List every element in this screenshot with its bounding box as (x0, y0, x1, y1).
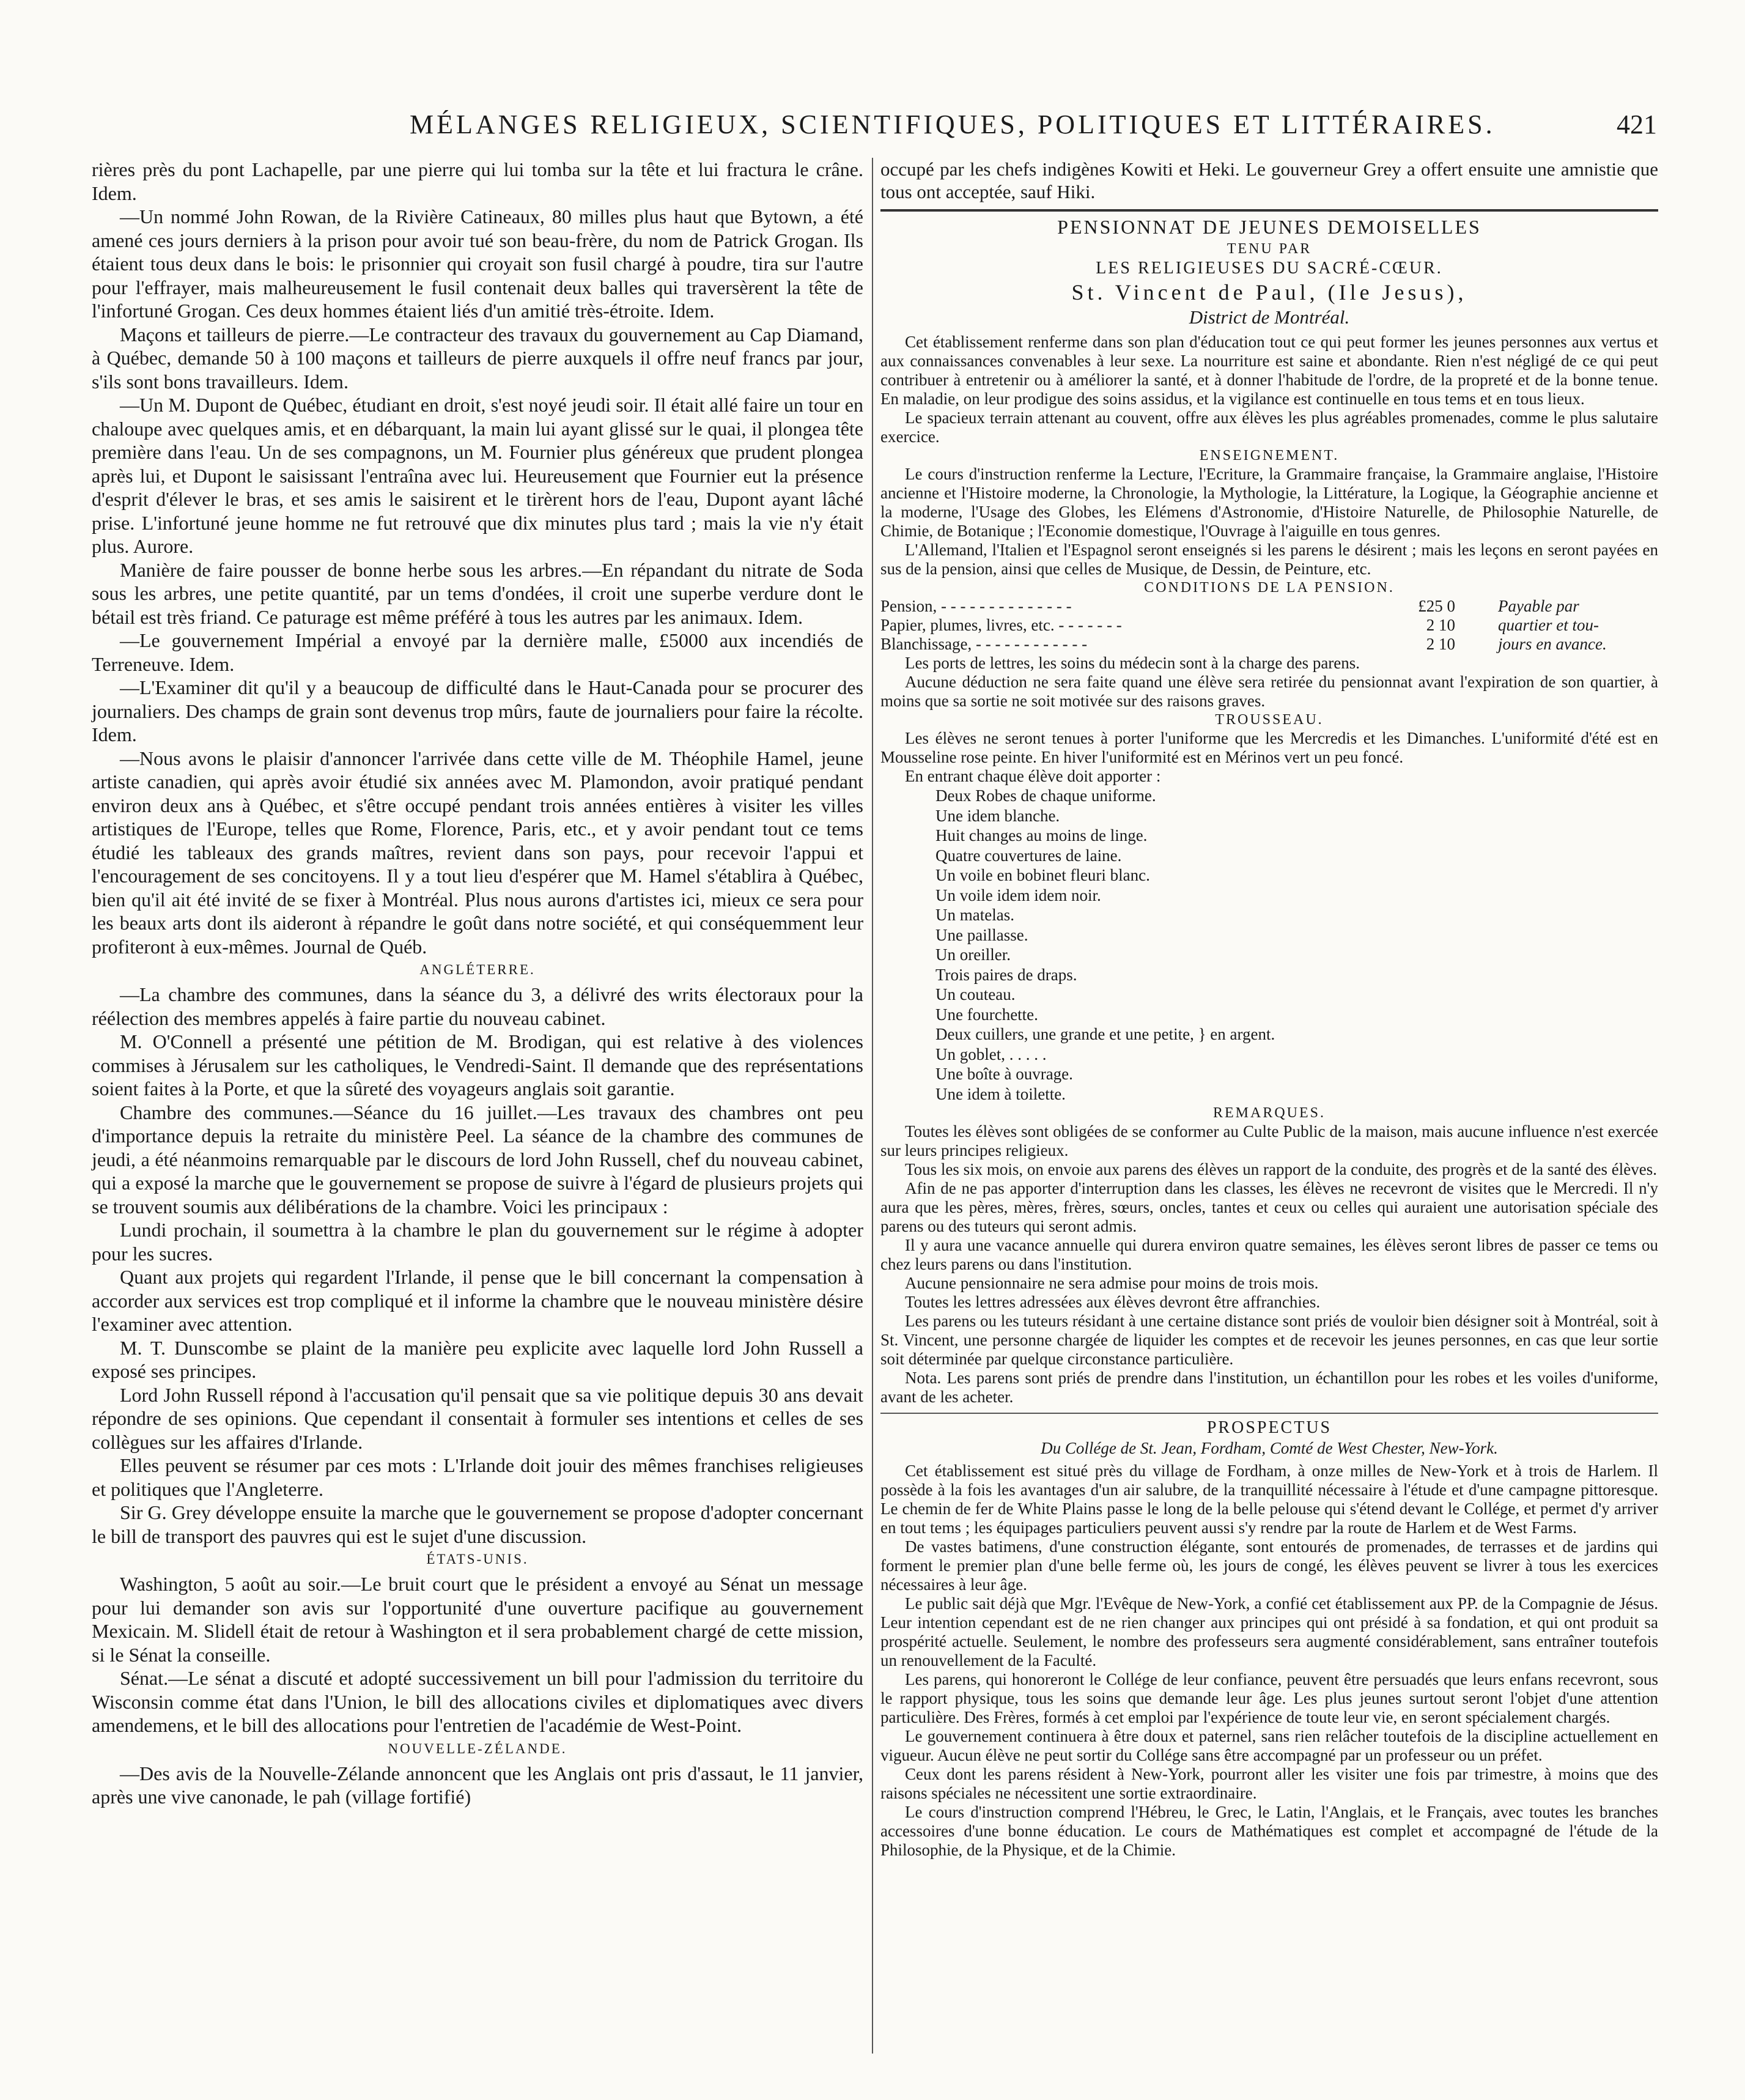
fee-note: Payable par (1498, 597, 1579, 615)
district-line: District de Montréal. (1189, 306, 1350, 328)
news-paragraph: —Un nommé John Rowan, de la Rivière Catineaux, 80 milles plus haut que Bytown, a été amené ces jours derniers à la prison pour avoir tué son beau-frère, du nom de Patrick Grogan. Ils étaient tous deux dans le bois: le prisonnier qui croyait son fusil chargé à poudre, tira sur l'autre pour l'effrayer, mais malheureusement le fusil contenait deux balles qui traversèrent la tête de l'infortuné Grogan. Ces deux hommes étaient liés d'un amitié très-étroite. Idem. (92, 205, 863, 322)
fee-amount: 2 10 (1426, 635, 1455, 653)
trousseau-heading: TROUSSEAU. (1215, 712, 1324, 728)
fee-row (880, 635, 1658, 654)
ad-paragraph: Le cours d'instruction comprend l'Hébreu, le Grec, le Latin, l'Anglais, et le Français, avec toutes les branches accessoires d'une bonne éducation. Le cours de Mathématiques est complet et accompagné de l'étude de la Philosophie, de la Physique, et de la Chimie. (880, 1803, 1658, 1859)
ad-paragraph: Nota. Les parens sont priés de prendre dans l'institution, un échantillon pour les robes et les voiles d'uniforme, avant de les acheter. (880, 1369, 1658, 1406)
news-paragraph: rières près du pont Lachapelle, par une pierre qui lui tomba sur la tête et lui fractura le crâne. Idem. (92, 158, 863, 204)
fee-label: Pension, - - - - - - - - - - - - - - (880, 597, 1072, 615)
religieuses-line: LES RELIGIEUSES DU SACRÉ-CŒUR. (1096, 259, 1443, 278)
pensionnat-title: PENSIONNAT DE JEUNES DEMOISELLES (1057, 216, 1481, 238)
left-column (92, 158, 863, 1809)
fee-amount: 2 10 (1426, 616, 1455, 634)
news-continuation: occupé par les chefs indigènes Kowiti et Heki. Le gouverneur Grey a offert ensuite une amnistie que tous ont acceptée, sauf Hiki. (880, 158, 1658, 202)
ad-paragraph: L'Allemand, l'Italien et l'Espagnol seront enseignés si les parens le désirent ; mais les leçons en seront payées en sus de la pension, ainsi que celles de Musique, de Dessin, de Peinture, etc. (880, 541, 1658, 578)
list-item: Un voile en bobinet fleuri blanc. (935, 866, 1150, 884)
ad-paragraph: Aucune pensionnaire ne sera admise pour moins de trois mois. (905, 1274, 1319, 1292)
fee-row (880, 616, 1658, 635)
news-paragraph: —Des avis de la Nouvelle-Zélande annoncent que les Anglais ont pris d'assaut, le 11 janvier, après une vive canonade, le pah (village fortifié) (92, 1762, 863, 1808)
news-paragraph: Lundi prochain, il soumettra à la chambre le plan du gouvernement sur le régime à adopter pour les sucres. (92, 1219, 863, 1265)
news-paragraph: Manière de faire pousser de bonne herbe sous les arbres.—En répandant du nitrate de Soda sous les arbres, une petite quantité, par un tems d'ondées, il croit une superbe verdure dont le bétail est très friand. Ce paturage est même préféré à tous les autres par les animaux. Idem. (92, 558, 863, 628)
list-item: Quatre couvertures de laine. (935, 846, 1122, 865)
list-item: Un oreiller. (935, 945, 1011, 964)
fee-label: Papier, plumes, livres, etc. - - - - - - - (880, 616, 1122, 634)
fee-table (880, 597, 1658, 654)
news-paragraph: Maçons et tailleurs de pierre.—Le contracteur des travaux du gouvernement au Cap Diamand, à Québec, demande 50 à 100 maçons et tailleurs de pierre auxquels il offre neuf francs par jour, s'ils sont bons travailleurs. Idem. (92, 323, 863, 393)
trousseau-list (880, 786, 1658, 1104)
ad-paragraph: Afin de ne pas apporter d'interruption dans les classes, les élèves ne recevront de visites que le Mercredi. Il n'y aura que les pères, mères, frères, sœurs, oncles, tantes et ceux ou celles qui auraient une autorisation spéciale des parens ou des tuteurs qui seront admis. (880, 1179, 1658, 1235)
list-item: Un matelas. (935, 906, 1014, 924)
list-item: Une paillasse. (935, 925, 1028, 944)
column-divider (872, 158, 873, 2054)
ad-paragraph: Le cours d'instruction renferme la Lecture, l'Ecriture, la Grammaire française, la Grammaire anglaise, l'Histoire ancienne et l'Histoire moderne, la Chronologie, la Mythologie, la Littérature, la Logique, la Géographie ancienne et la moderne, l'Usage des Globes, les Elémens d'Astronomie, d'Histoire Naturelle, de Philosophie Naturelle, de Chimie, de Botanique ; l'Economie domestique, l'Ouvrage à l'aiguille en tous genres. (880, 465, 1658, 540)
news-paragraph: Washington, 5 août au soir.—Le bruit court que le président a envoyé au Sénat un message pour lui demander son avis sur l'opportunité d'une ouverture pacifique au gouvernement Mexicain. M. Slidell était de retour à Washington et il sera probablement chargé de cette mission, si le Sénat la conseille. (92, 1573, 863, 1666)
section-heading-nouvelle-zelande: NOUVELLE-ZÉLANDE. (388, 1740, 567, 1756)
news-paragraph: —La chambre des communes, dans la séance du 3, a délivré des writs électoraux pour la réélection des membres appelés à faire partie du nouveau cabinet. (92, 983, 863, 1029)
fee-label: Blanchissage, - - - - - - - - - - - - (880, 635, 1088, 653)
news-paragraph: Sénat.—Le sénat a discuté et adopté successivement un bill pour l'admission du territoire du Wisconsin comme état dans l'Union, le bill des allocations civiles et diplomatiques avec divers amendemens, et le bill des allocations pour l'entretien de l'académie de West-Point. (92, 1667, 863, 1736)
ad-paragraph: Les parens ou les tuteurs résidant à une certaine distance sont priés de vouloir bien désigner soit à Montréal, soit à St. Vincent, une personne chargée de liquider les comptes et de recevoir les jeunes personnes, en cas que leur sortie soit déterminée par quelque circonstance particulière. (880, 1312, 1658, 1368)
right-column (880, 158, 1658, 1860)
conditions-heading: CONDITIONS DE LA PENSION. (1144, 580, 1395, 596)
prospectus-title: PROSPECTUS (1206, 1418, 1332, 1437)
ad-paragraph: Les ports de lettres, les soins du médecin sont à la charge des parens. (905, 654, 1360, 672)
ad-paragraph: Ceux dont les parens résident à New-York, pourront aller les visiter une fois par trimestre, à moins que des raisons spéciales ne nécessitent une sortie extraordinaire. (880, 1765, 1658, 1802)
tenu-par: TENU PAR (1227, 241, 1312, 257)
list-item: Un voile idem idem noir. (935, 885, 1101, 904)
section-heading-angleterre: ANGLÉTERRE. (419, 962, 536, 977)
page-header (92, 109, 1657, 146)
journal-title: MÉLANGES RELIGIEUX, SCIENTIFIQUES, POLITIQUES ET LITTÉRAIRES. (410, 109, 1496, 139)
ad-paragraph: Les parens, qui honoreront le Collége de leur confiance, peuvent être persuadés que leurs enfans recevront, sous le rapport physique, tous les soins que demande leur âge. Les plus jeunes surtout seront l'objet d'une attention particulière. Des Frères, formés à cet emploi par l'expérience de toute leur vie, en seront spécialement chargés. (880, 1670, 1658, 1726)
news-paragraph: M. T. Dunscombe se plaint de la manière peu explicite avec laquelle lord John Russell a exposé ses principes. (92, 1336, 863, 1382)
list-item: Une fourchette. (935, 1005, 1038, 1024)
ad-paragraph: Toutes les élèves sont obligées de se conformer au Culte Public de la maison, mais aucune influence n'est exercée sur leurs principes religieux. (880, 1122, 1658, 1159)
list-item: Trois paires de draps. (935, 965, 1077, 984)
news-paragraph: Sir G. Grey développe ensuite la marche que le gouvernement se propose d'adopter concernant le bill de transport des pauvres qui est le sujet d'une discussion. (92, 1501, 863, 1547)
prospectus-subtitle: Du Collége de St. Jean, Fordham, Comté de West Chester, New-York. (1041, 1439, 1498, 1457)
list-item: Huit changes au moins de linge. (935, 826, 1148, 845)
news-paragraph: —Un M. Dupont de Québec, étudiant en droit, s'est noyé jeudi soir. Il était allé faire un tour en chaloupe avec quelques amis, et en débarquant, la main lui ayant glissé sur le quai, il plongea tête première dans l'eau. Un de ses compagnons, un M. Fournier plus généreux que prudent plongea après lui, et Dupont le saisissant l'entraîna avec lui. Heureusement que Fournier eut la présence d'esprit d'élever le bras, et ses amis le saisirent et le tirèrent hors de l'eau, Dupont ayant lâché prise. L'infortuné jeune homme ne fut retrouvé que dix minutes plus tard ; mais la vie n'y était plus. Aurore. (92, 394, 863, 557)
enseignement-heading: ENSEIGNEMENT. (1199, 448, 1340, 464)
list-item: Une idem à toilette. (935, 1084, 1066, 1103)
place-name: St. Vincent de Paul, (Ile Jesus), (1071, 280, 1467, 305)
ad-paragraph: En entrant chaque élève doit apporter : (905, 767, 1161, 785)
fee-note: quartier et tou- (1498, 616, 1599, 634)
news-paragraph: M. O'Connell a présenté une pétition de M. Brodigan, qui est relative à des violences commises à Jérusalem sur les catholiques, le Vendredi-Saint. Il demande que des représentations soient faites à la Porte, et que la sûreté des voyageurs anglais soit garantie. (92, 1030, 863, 1100)
section-heading-etats-unis: ÉTATS-UNIS. (426, 1551, 529, 1567)
list-item: Une boîte à ouvrage. (935, 1065, 1073, 1083)
list-item: Un goblet, . . . . . (935, 1044, 1047, 1063)
ad-paragraph: Cet établissement renferme dans son plan d'éducation tout ce qui peut former les jeunes personnes aux vertus et aux connaissances convenables à leur sexe. La nourriture est saine et abondante. Rien n'est négligé de ce qui peut contribuer à entretenir ou à améliorer la santé, et à donner l'habitude de l'ordre, de la propreté et de la bonne tenue. En maladie, on leur prodigue des soins assidus, et la vigilance est continuelle en tous tems et en tous lieux. (880, 333, 1658, 408)
news-paragraph: —L'Examiner dit qu'il y a beaucoup de difficulté dans le Haut-Canada pour se procurer des journaliers. Des champs de grain sont devenus trop mûrs, faute de journaliers pour faire la récolte. Idem. (92, 676, 863, 745)
remarques-heading: REMARQUES. (1212, 1105, 1326, 1121)
ad-paragraph: Tous les six mois, on envoie aux parens des élèves un rapport de la conduite, des progrès et de la santé des élèves. (905, 1160, 1658, 1178)
ad-paragraph: Le public sait déjà que Mgr. l'Evêque de New-York, a confié cet établissement aux PP. de la Compagnie de Jésus. Leur intention cependant est de ne rien changer aux principes qui ont présidé à sa fondation, et qui ont produit sa prospérité actuelle. Seulement, le nombre des professeurs sera augmenté considérablement, sans entraîner toutefois un renouvellement de la Faculté. (880, 1594, 1658, 1669)
fee-row (880, 597, 1658, 616)
ad-paragraph: De vastes batimens, d'une construction élégante, sont entourés de promenades, de terrasses et de jardins qui forment le premier plan d'une belle ferme où, les jours de congé, les élèves peuvent se livrer à tous les exercices nécessaires à leur âge. (880, 1537, 1658, 1594)
ad-paragraph: Toutes les lettres adressées aux élèves devront être affranchies. (905, 1293, 1321, 1311)
list-item: Deux Robes de chaque uniforme. (935, 786, 1156, 805)
news-paragraph: —Nous avons le plaisir d'annoncer l'arrivée dans cette ville de M. Théophile Hamel, jeune artiste canadien, qui après avoir étudié six années avec M. Plamondon, avoir pratiqué pendant environ deux ans à Québec, et s'être occupé pendant trois années entières à visiter les villes artistiques de l'Europe, telles que Rome, Florence, Paris, etc., et y avoir pendant tout ce tems étudié les tableaux des grands maîtres, revient dans son pays, pour recevoir l'appui et l'encouragement de ses concitoyens. Il y a tout lieu d'espérer que M. Hamel s'établira à Québec, bien qu'il ait été invité de se fixer à Montréal. Plus nous aurons d'artistes ici, mieux ce sera pour les beaux arts dont ils aideront à répandre le goût dans notre société, et qui conséquemment leur profiteront à eux-mêmes. Journal de Québ. (92, 747, 863, 958)
news-paragraph: Chambre des communes.—Séance du 16 juillet.—Les travaux des chambres ont peu d'importance depuis la retraite du ministère Peel. La séance de la chambre des communes de jeudi, a été néanmoins remarquable par le discours de lord John Russell, chef du nouveau cabinet, qui a exposé la marche que le gouvernement se propose de suivre à l'égard de plusieurs projets qui se trouvent soumis aux délibérations de la chambre. Voici les principaux : (92, 1101, 863, 1218)
section-rule (880, 209, 1658, 212)
fee-note: jours en avance. (1498, 635, 1607, 653)
ad-paragraph: Le spacieux terrain attenant au couvent, offre aux élèves les plus agréables promenades, comme le plus salutaire exercice. (880, 409, 1658, 446)
ad-paragraph: Les élèves ne seront tenues à porter l'uniforme que les Mercredis et les Dimanches. L'uniformité d'été est en Mousseline rose peinte. En hiver l'uniformité est en Mérinos vert un peu foncé. (880, 729, 1658, 766)
section-rule (880, 1413, 1658, 1414)
ad-paragraph: Cet établissement est situé près du village de Fordham, à onze milles de New-York et à trois de Harlem. Il possède à la fois les avantages d'un air salubre, de la tranquillité nécessaire à l'étude et d'une campagne pittoresque. Le chemin de fer de White Plains passe le long de la belle pelouse qui s'étend devant le Collége, et permet d'y arriver en tout tems ; les équipages particuliers peuvent aussi s'y rendre par la route de Harlem et de West Farms. (880, 1462, 1658, 1537)
fee-amount: £25 0 (1418, 597, 1455, 615)
ad-paragraph: Aucune déduction ne sera faite quand une élève sera retirée du pensionnat avant l'expiration de son quartier, à moins que sa sortie ne soit motivée sur des raisons graves. (880, 673, 1658, 710)
page-number: 421 (1617, 109, 1657, 139)
news-paragraph: —Le gouvernement Impérial a envoyé par la dernière malle, £5000 aux incendiés de Terreneuve. Idem. (92, 629, 863, 675)
news-paragraph: Elles peuvent se résumer par ces mots : L'Irlande doit jouir des mêmes franchises religieuses et politiques que l'Angleterre. (92, 1454, 863, 1500)
ad-paragraph: Il y aura une vacance annuelle qui durera environ quatre semaines, les élèves seront libres de passer ce tems ou chez leurs parens ou dans l'institution. (880, 1236, 1658, 1273)
news-paragraph: Quant aux projets qui regardent l'Irlande, il pense que le bill concernant la compensation à accorder aux services est trop compliqué et il informe la chambre que le nouveau ministère désire l'examiner avec attention. (92, 1266, 863, 1335)
ad-paragraph: Le gouvernement continuera à être doux et paternel, sans rien relâcher toutefois de la discipline actuellement en vigueur. Aucun élève ne peut sortir du Collége sans être accompagné par un professeur ou un préfet. (880, 1727, 1658, 1764)
list-item: Un couteau. (935, 985, 1016, 1004)
news-paragraph: Lord John Russell répond à l'accusation qu'il pensait que sa vie politique depuis 30 ans devait répondre de ses opinions. Que cependant il consentait à formuler ses intentions et celles de ses collègues sur les affaires d'Irlande. (92, 1383, 863, 1453)
list-item: Une idem blanche. (935, 806, 1060, 825)
list-item: Deux cuillers, une grande et une petite, } en argent. (935, 1025, 1275, 1043)
